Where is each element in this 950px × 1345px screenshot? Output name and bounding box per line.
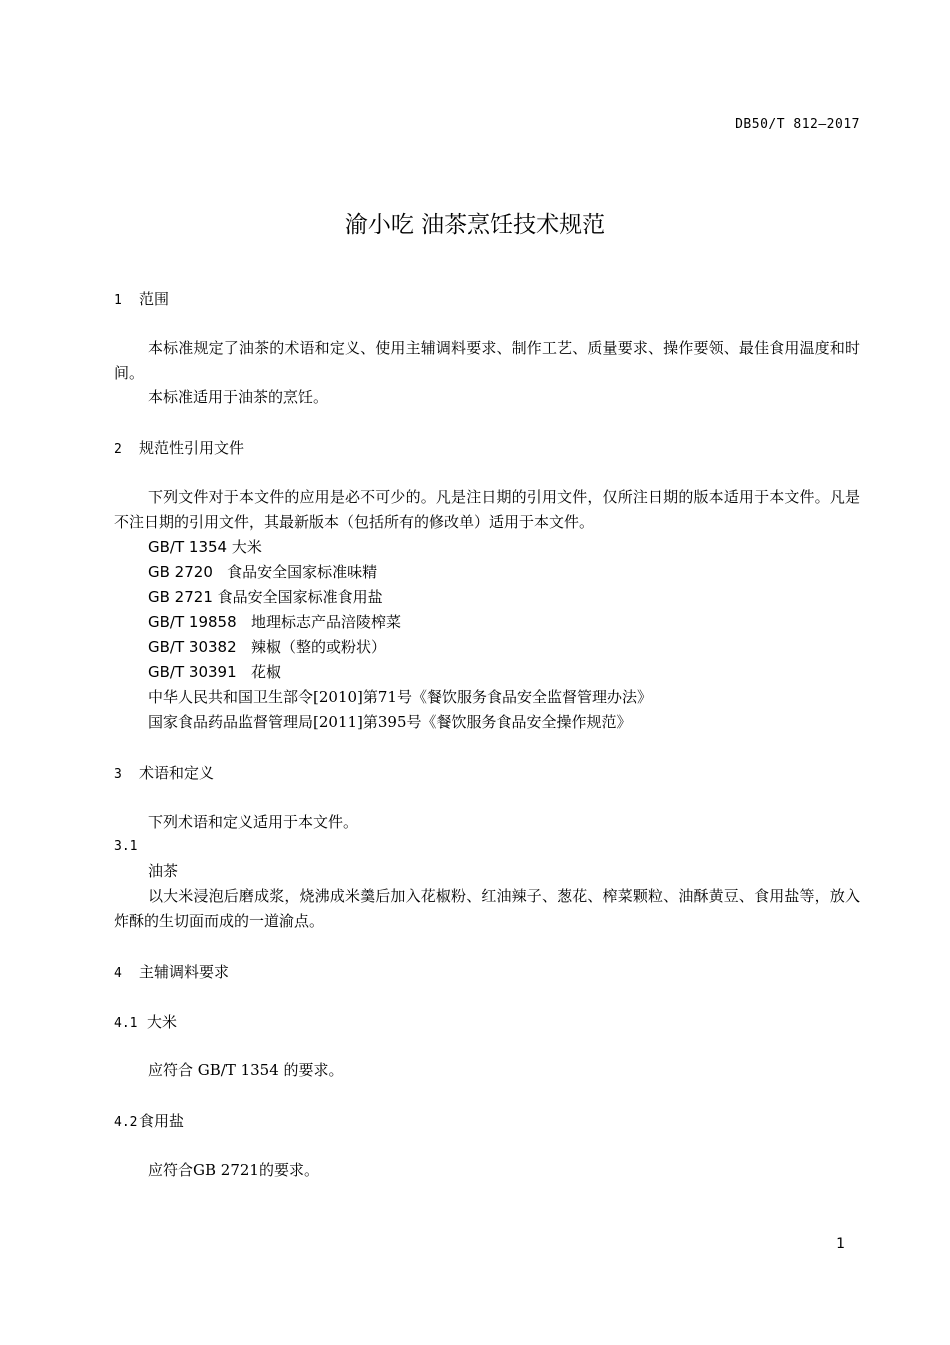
reference-code: GB/T 30382 bbox=[148, 638, 237, 656]
section-number: 3 bbox=[114, 767, 122, 782]
reference-item bbox=[148, 536, 262, 557]
salt-requirement: 应符合GB 2721的要求。 bbox=[148, 1161, 319, 1179]
references-paragraph: 下列文件对于本文件的应用是必不可少的。凡是注日期的引用文件，仅所注日期的版本适用于本文件。凡是不注日期的引用文件，其最新版本（包括所有的修改单）适用于本文件。 bbox=[114, 488, 860, 531]
reference-code: GB/T 19858 bbox=[148, 613, 237, 631]
term-name: 油茶 bbox=[148, 862, 179, 880]
section-4-1-heading bbox=[114, 1011, 177, 1032]
reference-name: 辣椒（整的或粉状） bbox=[250, 638, 386, 656]
section-number: 4.2 bbox=[114, 1115, 138, 1130]
reference-item: 中华人民共和国卫生部令[2010]第71号《餐饮服务食品安全监督管理办法》 bbox=[148, 688, 652, 706]
section-number: 1 bbox=[114, 293, 122, 308]
reference-code: GB/T 30391 bbox=[148, 663, 237, 681]
reference-item bbox=[148, 586, 383, 607]
reference-code: GB 2720 bbox=[148, 563, 213, 581]
reference-name: 食品安全国家标准味精 bbox=[227, 563, 378, 581]
document-number: DB50/T 812—2017 bbox=[735, 117, 860, 132]
section-title: 食用盐 bbox=[139, 1112, 185, 1130]
reference-name: 地理标志产品涪陵榨菜 bbox=[250, 613, 401, 631]
page-number: 1 bbox=[836, 1236, 845, 1252]
section-title: 大米 bbox=[147, 1013, 178, 1031]
reference-code: GB/T 1354 bbox=[148, 538, 228, 556]
section-number: 4.1 bbox=[114, 1016, 138, 1031]
section-number: 2 bbox=[114, 442, 122, 457]
section-title: 范围 bbox=[139, 290, 170, 308]
scope-paragraph-2: 本标准适用于油茶的烹饪。 bbox=[148, 388, 329, 406]
reference-item bbox=[148, 611, 401, 632]
section-title: 规范性引用文件 bbox=[139, 439, 245, 457]
scope-paragraph-1: 本标准规定了油茶的术语和定义、使用主辅调料要求、制作工艺、质量要求、操作要领、最佳食用温度和时间。 bbox=[114, 339, 860, 382]
reference-code: GB 2721 bbox=[148, 588, 213, 606]
section-title: 术语和定义 bbox=[139, 764, 215, 782]
reference-name: 花椒 bbox=[250, 663, 281, 681]
section-4-heading bbox=[114, 961, 229, 982]
reference-item bbox=[148, 661, 281, 682]
section-4-2-heading bbox=[114, 1110, 184, 1131]
terms-paragraph: 下列术语和定义适用于本文件。 bbox=[148, 813, 359, 831]
section-2-heading bbox=[114, 437, 244, 458]
reference-name: 食品安全国家标准食用盐 bbox=[217, 588, 383, 606]
subsection-number: 3.1 bbox=[114, 839, 138, 854]
reference-name: 大米 bbox=[231, 538, 262, 556]
rice-requirement: 应符合 GB/T 1354 的要求。 bbox=[148, 1061, 344, 1079]
section-number: 4 bbox=[114, 966, 122, 981]
page-title: 渝小吃 油茶烹饪技术规范 bbox=[344, 212, 606, 238]
section-title: 主辅调料要求 bbox=[139, 963, 230, 981]
reference-item: 国家食品药品监督管理局[2011]第395号《餐饮服务食品安全操作规范》 bbox=[148, 713, 632, 731]
term-definition: 以大米浸泡后磨成浆，烧沸成米羹后加入花椒粉、红油辣子、葱花、榨菜颗粒、油酥黄豆、食用盐等，放入炸酥的生切面而成的一道渝点。 bbox=[114, 887, 860, 930]
section-3-heading bbox=[114, 762, 214, 783]
reference-item bbox=[148, 636, 386, 657]
section-1-heading bbox=[114, 288, 169, 309]
reference-item bbox=[148, 561, 377, 582]
